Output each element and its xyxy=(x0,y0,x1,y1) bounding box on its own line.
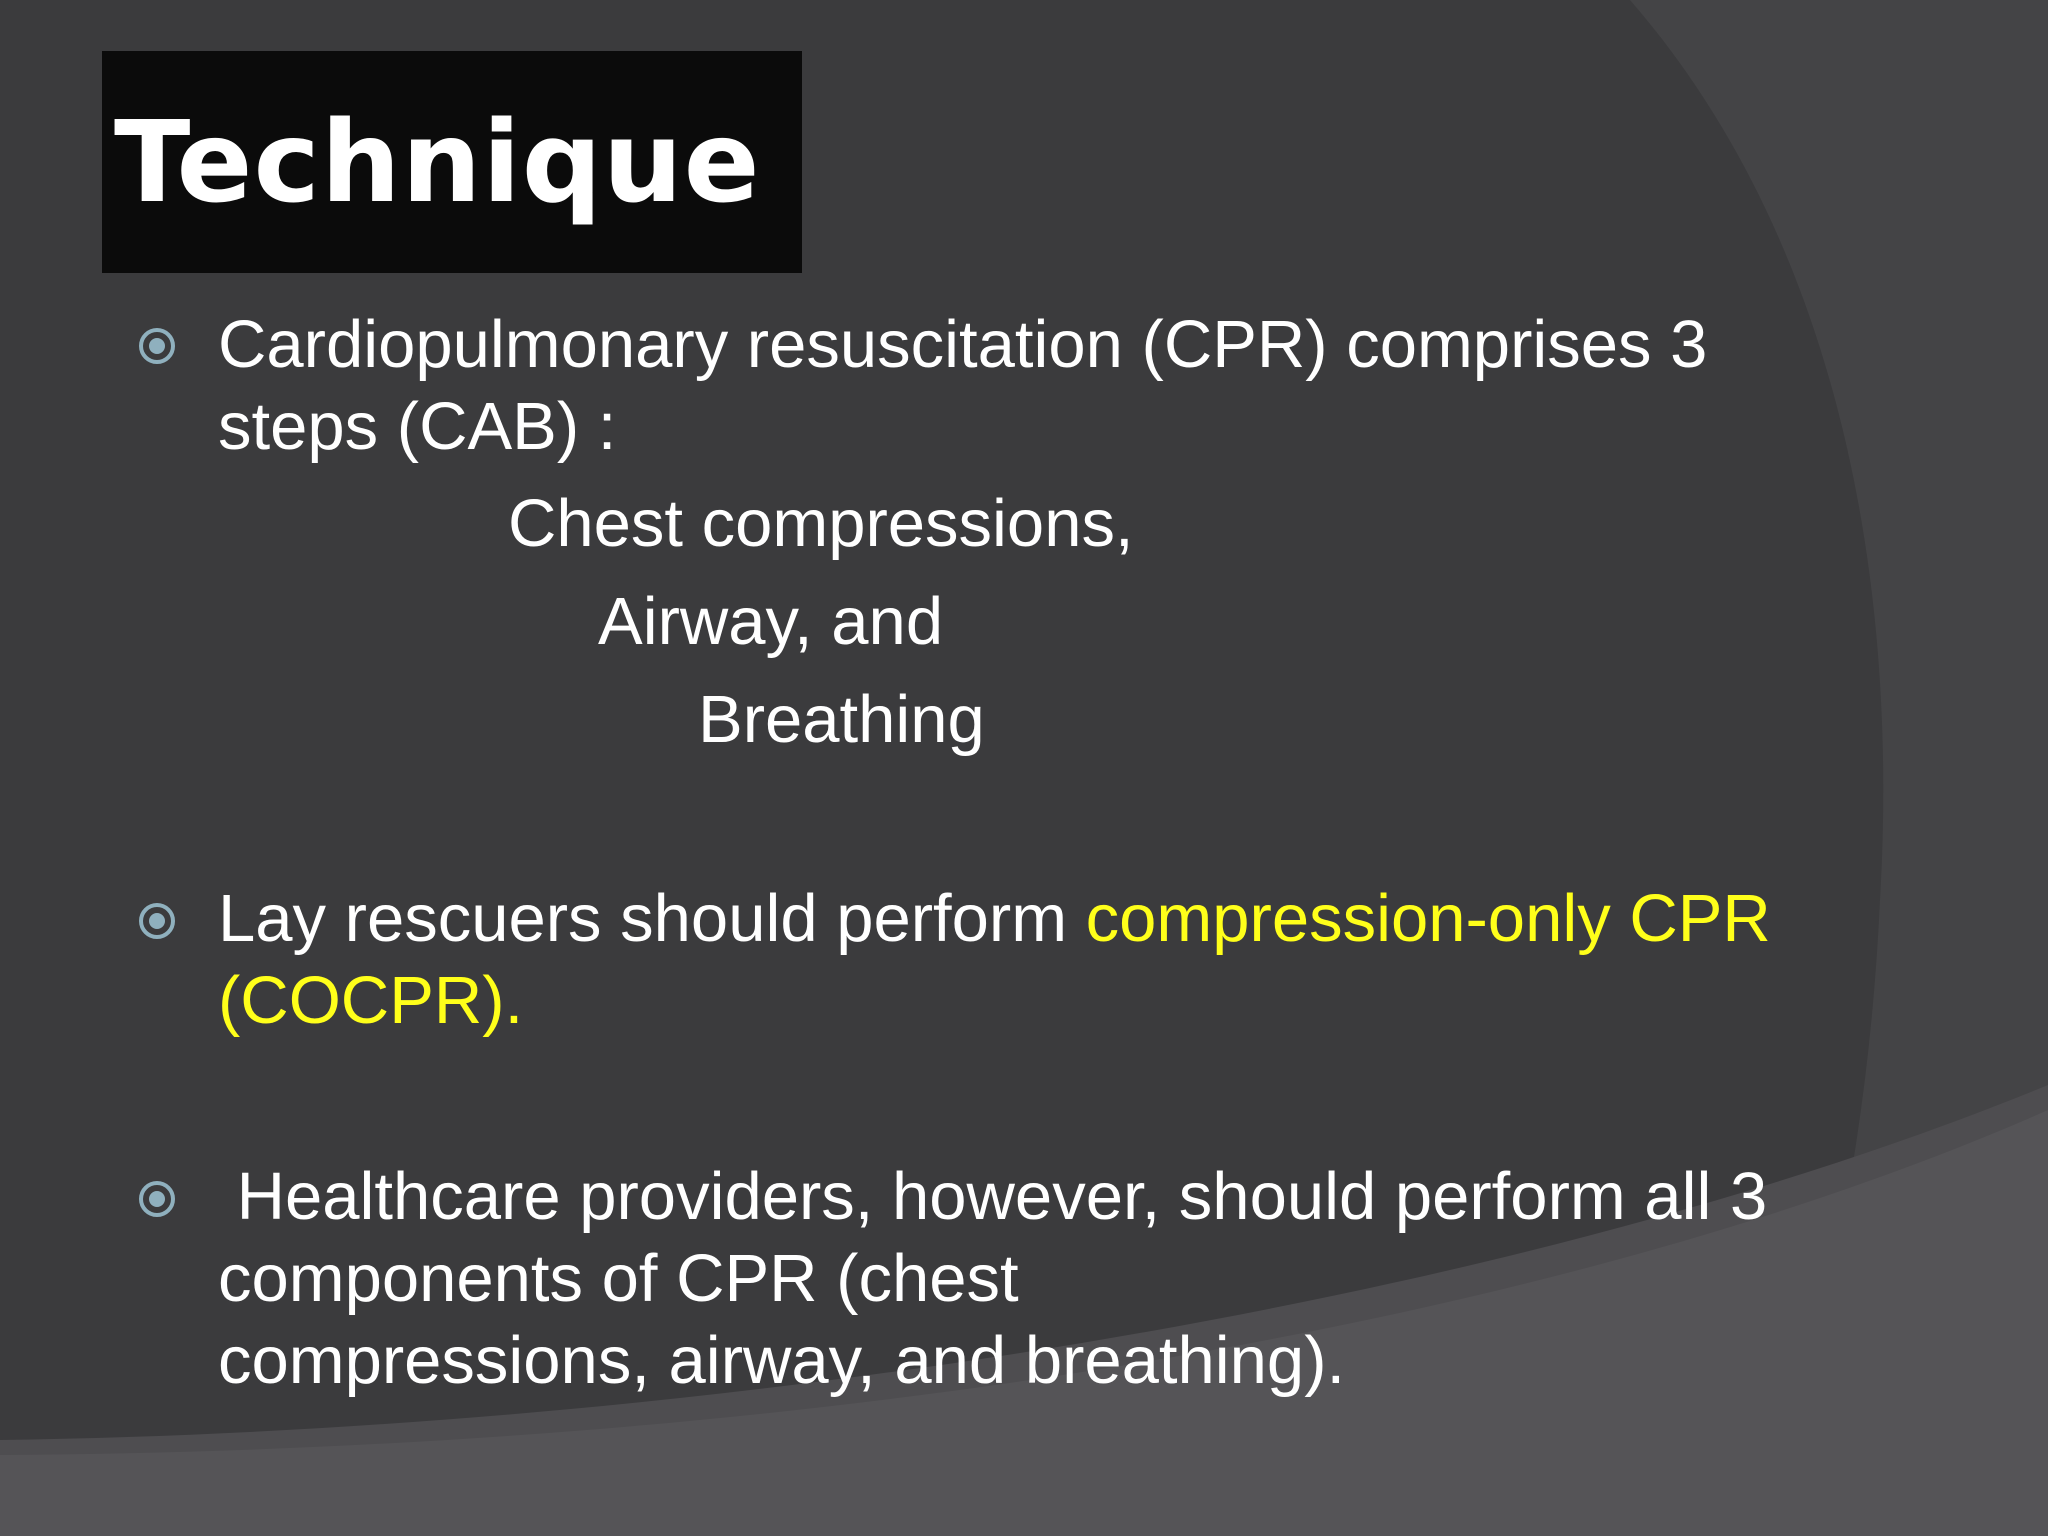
step-airway: Airway, and xyxy=(598,584,944,659)
bullet-2-highlight-2: (COCPR). xyxy=(218,963,524,1038)
title-box xyxy=(102,51,802,273)
bullet-3-line-1: Healthcare providers, however, should perform all 3 xyxy=(218,1159,1768,1234)
step-chest-compressions: Chest compressions, xyxy=(508,486,1134,561)
circled-dot-icon xyxy=(136,325,178,367)
step-breathing: Breathing xyxy=(698,682,985,757)
bullet-1-line-2: steps (CAB) : xyxy=(218,389,617,464)
bullet-3-line-3: compressions, airway, and breathing). xyxy=(218,1323,1346,1398)
circled-dot-icon xyxy=(136,1178,178,1220)
bullet-1-line-1: Cardiopulmonary resuscitation (CPR) comprises 3 xyxy=(218,307,1708,382)
bullet-2-highlight-1: compression-only CPR xyxy=(1085,881,1771,956)
slide-title: Technique xyxy=(114,98,761,228)
bullet-2-prefix: Lay rescuers should perform xyxy=(218,881,1086,956)
bullet-2-line-1 xyxy=(218,878,1771,960)
bullet-3-line-2: components of CPR (chest xyxy=(218,1241,1019,1316)
circled-dot-icon xyxy=(136,900,178,942)
